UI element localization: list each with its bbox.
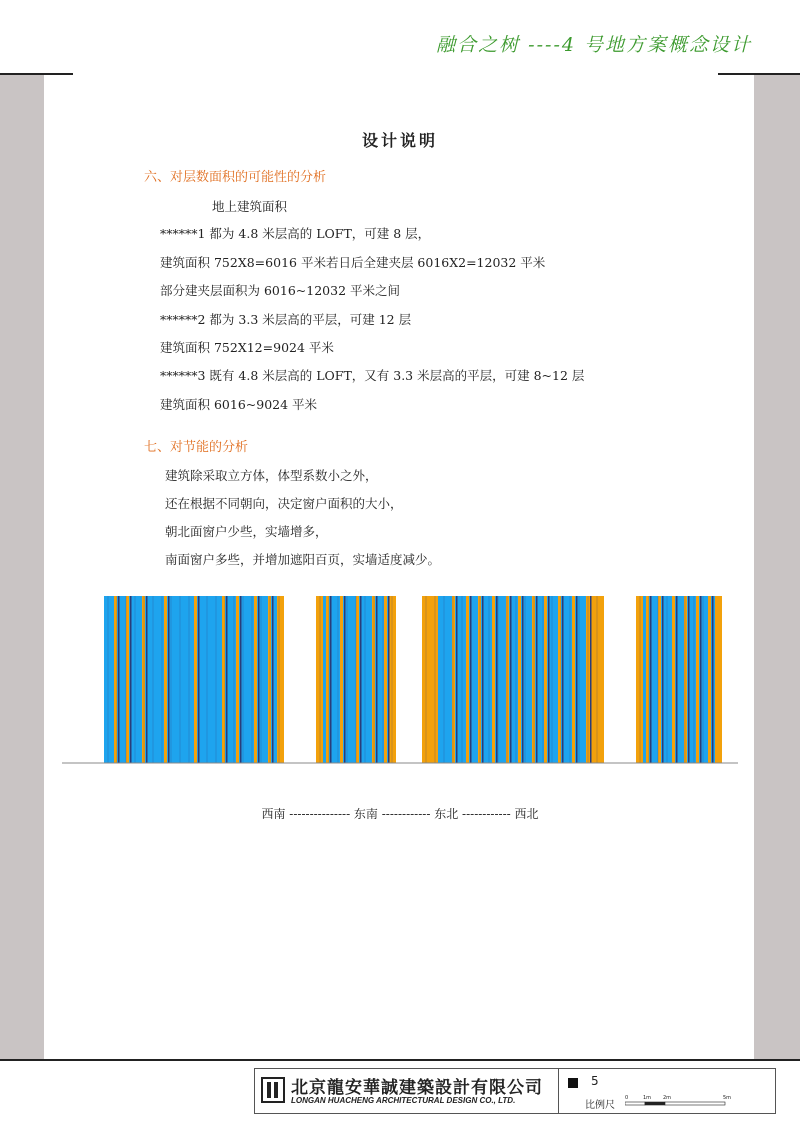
facade-orange-edge — [422, 596, 438, 763]
facade-stripe — [254, 596, 257, 763]
facade-elevations — [62, 590, 738, 766]
facade-1 — [104, 596, 284, 763]
facade-stripe — [708, 596, 711, 763]
company-logo-block — [255, 1069, 559, 1113]
page-number: 5 — [591, 1074, 599, 1088]
facade-stripe — [164, 596, 167, 763]
title-block — [254, 1068, 776, 1114]
scale-tick-label: 1m — [643, 1095, 652, 1101]
direction-caption: 西南 --------------- 东南 ------------ 东北 ------------ 西北 — [261, 807, 539, 821]
facade-mullion — [482, 596, 484, 763]
facade-stripe — [518, 596, 521, 763]
scale-label: 比例尺 — [585, 1100, 615, 1111]
facade-stripe — [356, 596, 359, 763]
facade-mullion — [344, 596, 346, 763]
scale-segment — [645, 1102, 665, 1105]
facade-stripe — [466, 596, 469, 763]
facade-orange-edge — [316, 596, 323, 763]
facade-mullion — [522, 596, 524, 763]
left-margin-band — [0, 74, 44, 1059]
facade-stripe — [372, 596, 375, 763]
facade-mullion — [576, 596, 578, 763]
facade-stripe — [492, 596, 495, 763]
facade-mullion — [240, 596, 242, 763]
section-6-line: ******3 既有 4.8 米层高的 LOFT，又有 3.3 米层高的平层，可建 8~12 层 — [160, 368, 585, 383]
facade-stripe — [672, 596, 675, 763]
facade-mullion — [510, 596, 512, 763]
facade-orange-edge — [277, 596, 284, 763]
facade-mullion — [650, 596, 652, 763]
facade-mullion — [226, 596, 228, 763]
facade-stripe — [126, 596, 129, 763]
facade-mullion — [388, 596, 390, 763]
facade-mullion — [258, 596, 260, 763]
page-marker-icon — [568, 1078, 578, 1088]
section-6-subheading: 地上建筑面积 — [212, 199, 288, 214]
header-title: 融合之树 ----4 号地方案概念设计 — [436, 34, 752, 56]
facade-stripe — [326, 596, 329, 763]
section-6-line: 建筑面积 6016~9024 平米 — [160, 397, 318, 412]
facade-stripe — [236, 596, 239, 763]
facade-4 — [636, 596, 722, 763]
section-6-line: ******2 都为 3.3 米层高的平层，可建 12 层 — [160, 312, 412, 327]
section-7-line: 建筑除采取立方体，体型系数小之外， — [165, 468, 378, 483]
facade-stripe — [222, 596, 225, 763]
section-7-heading: 七、对节能的分析 — [144, 440, 249, 455]
right-margin-band — [754, 74, 800, 1059]
facade-stripe — [684, 596, 687, 763]
facade-mullion — [130, 596, 132, 763]
header-rule-left — [0, 73, 73, 75]
scale-segment — [665, 1102, 725, 1105]
section-6-line: 部分建夹层面积为 6016~12032 平米之间 — [160, 283, 400, 298]
facade-mullion — [376, 596, 378, 763]
section-6-line: ******1 都为 4.8 米层高的 LOFT，可建 8 层， — [160, 226, 431, 241]
facade-mullion — [146, 596, 148, 763]
facade-stripe — [478, 596, 481, 763]
facade-stripe — [340, 596, 343, 763]
facade-mullion — [496, 596, 498, 763]
facade-mullion — [456, 596, 458, 763]
company-name-en: LONGAN HUACHENG ARCHITECTURAL DESIGN CO., LTD. — [291, 1096, 516, 1105]
facade-stripe — [646, 596, 649, 763]
facade-orange-edge — [636, 596, 643, 763]
facade-stripe — [544, 596, 547, 763]
facade-mullion — [562, 596, 564, 763]
facade-stripe — [268, 596, 271, 763]
scale-segment — [625, 1102, 645, 1105]
facade-mullion — [360, 596, 362, 763]
page-title: 设计说明 — [361, 131, 438, 150]
section-7-line: 还在根据不同朝向，决定窗户面积的大小， — [165, 496, 403, 511]
facade-mullion — [590, 596, 592, 763]
section-6-line: 建筑面积 752X8=6016 平米若日后全建夹层 6016X2=12032 平米 — [160, 255, 546, 270]
facade-orange-edge — [389, 596, 396, 763]
facade-mullion — [118, 596, 120, 763]
facade-orange-edge — [715, 596, 722, 763]
facade-2 — [316, 596, 396, 763]
scale-tick-label: 5m — [723, 1095, 732, 1101]
scale-tick-label: 2m — [663, 1095, 672, 1101]
section-6-line: 建筑面积 752X12=9024 平米 — [160, 340, 334, 355]
facade-mullion — [688, 596, 690, 763]
facade-stripe — [194, 596, 197, 763]
section-6-heading: 六、对层数面积的可能性的分析 — [144, 170, 327, 185]
facade-stripe — [586, 596, 589, 763]
section-7-line: 南面窗户多些，并增加遮阳百页，实墙适度减少。 — [165, 552, 441, 567]
facade-mullion — [330, 596, 332, 763]
facade-stripe — [452, 596, 455, 763]
facade-mullion — [168, 596, 170, 763]
section-7-line: 朝北面窗户少些，实墙增多， — [165, 524, 328, 539]
company-logo-icon — [261, 1077, 285, 1103]
facade-mullion — [272, 596, 274, 763]
scale-bar — [625, 1093, 733, 1109]
facade-mullion — [536, 596, 538, 763]
header-rule-right — [718, 73, 800, 75]
facade-mullion — [548, 596, 550, 763]
scale-tick-label: 0 — [625, 1095, 629, 1101]
facade-stripe — [658, 596, 661, 763]
facade-stripe — [696, 596, 699, 763]
facade-stripe — [572, 596, 575, 763]
facade-stripe — [384, 596, 387, 763]
facade-stripe — [506, 596, 509, 763]
facade-stripe — [558, 596, 561, 763]
footer-rule — [0, 1059, 800, 1061]
facade-mullion — [662, 596, 664, 763]
facade-3 — [422, 596, 604, 763]
facade-mullion — [700, 596, 702, 763]
facade-stripe — [114, 596, 117, 763]
facade-stripe — [532, 596, 535, 763]
company-name-cn: 北京龍安華誠建築設計有限公司 — [291, 1078, 543, 1097]
facade-stripe — [142, 596, 145, 763]
